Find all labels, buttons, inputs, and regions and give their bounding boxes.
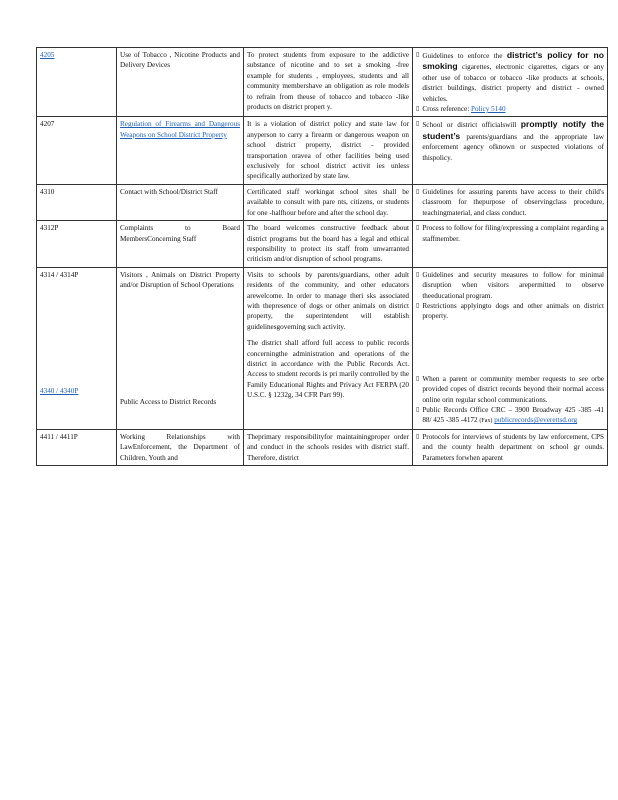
bullet-text-part: Guidelines to enforce the [422, 52, 507, 60]
policy-title: Visitors , Animals on District Property and/or Disruption of School Operations [120, 270, 240, 290]
policy-title: Complaints to Board MembersConcerning Staff [120, 224, 240, 243]
bullet-text [422, 301, 604, 322]
bullet-item [416, 104, 604, 114]
policy-description-cell [244, 48, 413, 117]
bullet-item [416, 432, 604, 463]
policy-code-block [40, 187, 113, 197]
policy-description-block [247, 338, 409, 400]
bullet-text-part: Guidelines for assuring parents have access to their child's classroom for thepurpose of observingclass procedure, teachingmaterial, and class conduct. [422, 187, 604, 217]
bullet-text-part: Protocols for interviews of students by law enforcement, CPS and the county health department on school gr ounds. Parameters forwhen aparent [422, 432, 604, 462]
bullet-item [416, 301, 604, 322]
policy-code-cell [37, 184, 117, 220]
policy-title: Working Relationships with LawEnforcement, the Department of Children, Youth and [120, 432, 240, 462]
bullet-text [422, 119, 604, 163]
policy-code-block [40, 270, 113, 280]
bullet-text [422, 187, 604, 218]
bullet-text [422, 223, 604, 244]
policy-code-block [40, 50, 113, 60]
table-row [37, 184, 608, 220]
policy-code-block [40, 432, 113, 442]
bullet-text [422, 270, 604, 301]
policy-title-block [120, 187, 240, 197]
section-gap [416, 322, 604, 374]
bullet-box-icon: ▯ [416, 270, 420, 278]
policy-title-block [120, 223, 240, 244]
policy-title-block [120, 397, 240, 407]
policy-table [36, 47, 608, 466]
policy-code: 4312P [40, 224, 59, 233]
policy-code-link[interactable]: 4205 [40, 51, 55, 59]
bullet-emphasis-text: promptly notify the student’s [422, 119, 605, 141]
bullet-emphasis-text: district’s policy for no smoking [422, 50, 605, 72]
bullet-box-icon: ▯ [416, 224, 420, 232]
bullet-text-part: School or district officialswill [422, 121, 521, 130]
bullet-text-part: parents/guardians and the appropriate law enforcement agency ofknown or suspected violations of thispolicy. [422, 132, 604, 162]
table-row [37, 117, 608, 184]
table-row [37, 48, 608, 117]
policy-description-block [247, 270, 409, 332]
policy-title-cell [117, 184, 244, 220]
bullet-text-part: When a parent or community member requests to see orbe provided copes of district records beyond their normal access online orin regular school communications. [422, 374, 604, 404]
policy-description: Theprimary responsibilityfor maintainingproper order and conduct in the schools resides with district staff. Therefore, district [247, 432, 409, 462]
policy-code-cell [37, 429, 117, 465]
policy-description: It is a violation of district policy and state law for anyperson to carry a firearm or dangerous weapon on school district property, district - provided transportation oravea of other facilities being used exclusively for school district activit ies unless specifically authorized by state law. [247, 120, 409, 181]
policy-code-link[interactable]: 4340 / 4340P [40, 387, 79, 396]
policy-description-cell [244, 429, 413, 465]
policy-description: Visits to schools by parents/guardians, other adult residents of the community, and other educators arewelcome. In order to manage theri sks associated with thepresence of dogs or other animals on district property, the superintendent will establish guidelinesgoverning such activity. [247, 270, 409, 331]
table-row [37, 221, 608, 268]
bullet-text-part: Public Records Office CRC – 3900 Broadway 425 -385 -41 88/ 425 -385 -4172 [422, 405, 604, 425]
policy-description-block [247, 223, 409, 265]
policy-code-cell [37, 117, 117, 184]
bullet-item [416, 119, 604, 163]
bullet-text [422, 432, 604, 463]
policy-code-block [40, 223, 113, 233]
bullet-box-icon: ▯ [416, 301, 420, 309]
bullet-text-part: Cross reference: [422, 105, 472, 114]
policy-description-block [247, 119, 409, 181]
policy-guidelines-cell [413, 117, 608, 184]
policy-code-cell [37, 221, 117, 268]
bullet-item [416, 374, 604, 405]
policy-code-block [40, 386, 113, 396]
policy-title: Use of Tobacco , Nicotine Products and Delivery Devices [120, 51, 240, 70]
table-row [37, 429, 608, 465]
policy-title-block [120, 50, 240, 71]
policy-description: The board welcomes constructive feedback about district programs but the board has a legal and ethical responsibility to protect its staff from unwarranted criticism and/or disruption of school programs. [247, 224, 409, 264]
policy-code-cell [37, 48, 117, 117]
bullet-item [416, 405, 604, 427]
bullet-link[interactable]: Policy 5140 [471, 105, 506, 114]
policy-description-cell [244, 184, 413, 220]
table-row [37, 267, 608, 429]
policy-title-block [120, 119, 240, 140]
bullet-box-icon: ▯ [416, 374, 420, 382]
policy-description-cell [244, 221, 413, 268]
policy-guidelines-cell [413, 267, 608, 429]
policy-description-cell [244, 117, 413, 184]
bullet-text-part: Guidelines and security measures to follow for minimal disruption when visitors arepermitted to observe theeducational program. [422, 270, 604, 300]
policy-code: 4411 / 4411P [40, 432, 78, 441]
bullet-item [416, 223, 604, 244]
policy-title-cell [117, 48, 244, 117]
policy-description-block [247, 432, 409, 463]
bullet-item [416, 50, 604, 104]
policy-code: 4314 / 4314P [40, 270, 79, 279]
bullet-text-part: Process to follow for filing/expressing a complaint regarding a staffmember. [422, 224, 604, 243]
section-gap [40, 280, 113, 386]
policy-title-cell [117, 221, 244, 268]
bullet-box-icon: ▯ [416, 120, 420, 128]
bullet-box-icon: ▯ [416, 51, 420, 58]
policy-guidelines-cell [413, 429, 608, 465]
policy-table-page [36, 47, 605, 466]
policy-description: To protect students from exposure to the addictive substance of nicotine and to set a smoking -free example for students , employees, students and all community membershave an obligation as role models to refrain from theuse of tobacco and tobacco -like products on district propert y. [247, 51, 409, 112]
bullet-text [422, 405, 604, 427]
policy-code-cell [37, 267, 117, 429]
policy-title: Public Access to District Records [120, 397, 217, 406]
policy-title-cell [117, 267, 244, 429]
bullet-text [422, 50, 604, 104]
policy-description: The district shall afford full access to public records concerningthe administration and operations of the district in accordance with the Public Records Act. Access to student records is pri marily controlled by the Family Educational Rights and Privacy Act FERPA (20 U.S.C. § 1232g, 34 CFR Part 99). [247, 339, 409, 400]
policy-guidelines-cell [413, 221, 608, 268]
policy-description: Certificated staff workingat school sites shall be available to consult with pare nts, citizens, or students for one -halfhour before and after the school day. [247, 187, 409, 217]
bullet-text-part: cigarettes, electronic cigarettes, cigars or any other use of tobacco or tobacco -like products at schools, district buildings, district property and district - owned vehicles. [422, 63, 604, 103]
policy-title-cell [117, 117, 244, 184]
policy-title-block [120, 432, 240, 463]
policy-title-cell [117, 429, 244, 465]
policy-title-link[interactable]: Regulation of Firearms and Dangerous Weapons on School District Property [120, 120, 240, 139]
policy-description-block [247, 187, 409, 218]
bullet-box-icon: ▯ [416, 105, 420, 113]
policy-guidelines-cell [413, 184, 608, 220]
policy-code-block [40, 119, 113, 129]
policy-description-block [247, 50, 409, 112]
policy-title: Contact with School/District Staff [120, 187, 218, 196]
policy-code: 4310 [40, 187, 55, 196]
policy-title-block [120, 270, 240, 291]
bullet-text [422, 374, 604, 405]
bullet-link[interactable]: publicrecords@everettsd.org [494, 416, 578, 425]
policy-description-cell [244, 267, 413, 429]
bullet-item [416, 187, 604, 218]
bullet-small-text: (Fax) [479, 418, 493, 425]
bullet-box-icon: ▯ [416, 405, 420, 413]
section-gap [120, 291, 240, 397]
bullet-item [416, 270, 604, 301]
bullet-text [422, 104, 604, 114]
bullet-box-icon: ▯ [416, 432, 420, 440]
policy-code: 4207 [40, 120, 55, 129]
bullet-text-part: Restrictions applyingto dogs and other animals on district property. [422, 301, 604, 321]
policy-guidelines-cell [413, 48, 608, 117]
bullet-box-icon: ▯ [416, 187, 420, 195]
